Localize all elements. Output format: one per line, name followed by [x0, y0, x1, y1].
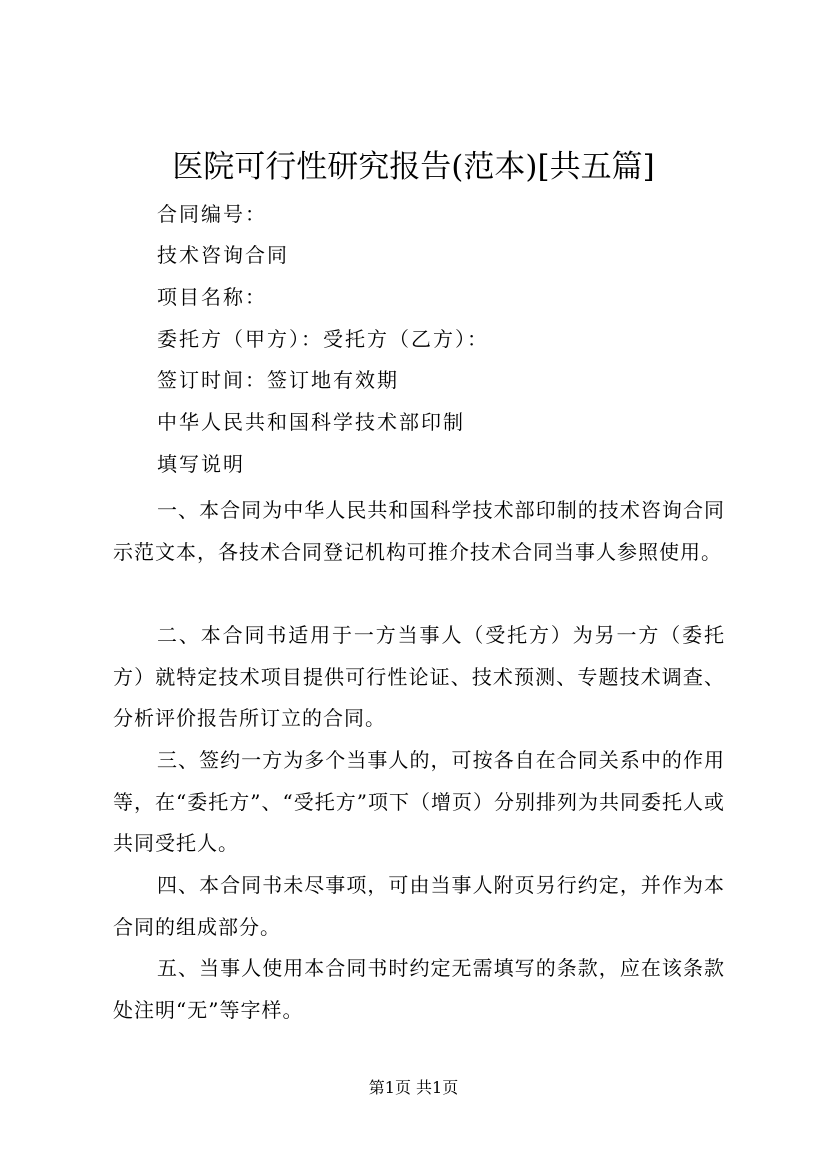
instruction-paragraph-4: 四、本合同书未尽事项，可由当事人附页另行约定，并作为本合同的组成部分。 [113, 873, 725, 939]
contract-number-line: 合同编号： [157, 202, 267, 226]
instruction-paragraph-2: 二、本合同书适用于一方当事人（受托方）为另一方（委托方）就特定技术项目提供可行性论证、技术预测、专题技术调查、分析评价报告所订立的合同。 [113, 623, 725, 731]
contract-type-line: 技术咨询合同 [157, 243, 289, 267]
instruction-paragraph-5: 五、当事人使用本合同书时约定无需填写的条款，应在该条款处注明“无”等字样。 [113, 956, 725, 1022]
project-name-line: 项目名称： [157, 285, 267, 309]
instruction-paragraph-3: 三、签约一方为多个当事人的，可按各自在合同关系中的作用等，在“委托方”、“受托方”项下（增页）分别排列为共同委托人或共同受托人。 [113, 748, 725, 856]
instructions-heading: 填写说明 [157, 452, 245, 476]
page-footer: 第1页 共1页 [368, 1078, 459, 1097]
instruction-paragraph-1: 一、本合同为中华人民共和国科学技术部印制的技术咨询合同示范文本，各技术合同登记机构可推介技术合同当事人参照使用。 [113, 498, 725, 564]
document-title: 医院可行性研究报告(范本)[共五篇] [172, 149, 655, 185]
publisher-line: 中华人民共和国科学技术部印制 [157, 410, 465, 434]
parties-line: 委托方（甲方）：受托方（乙方）： [157, 327, 489, 351]
signing-info-line: 签订时间：签订地有效期 [157, 368, 399, 392]
